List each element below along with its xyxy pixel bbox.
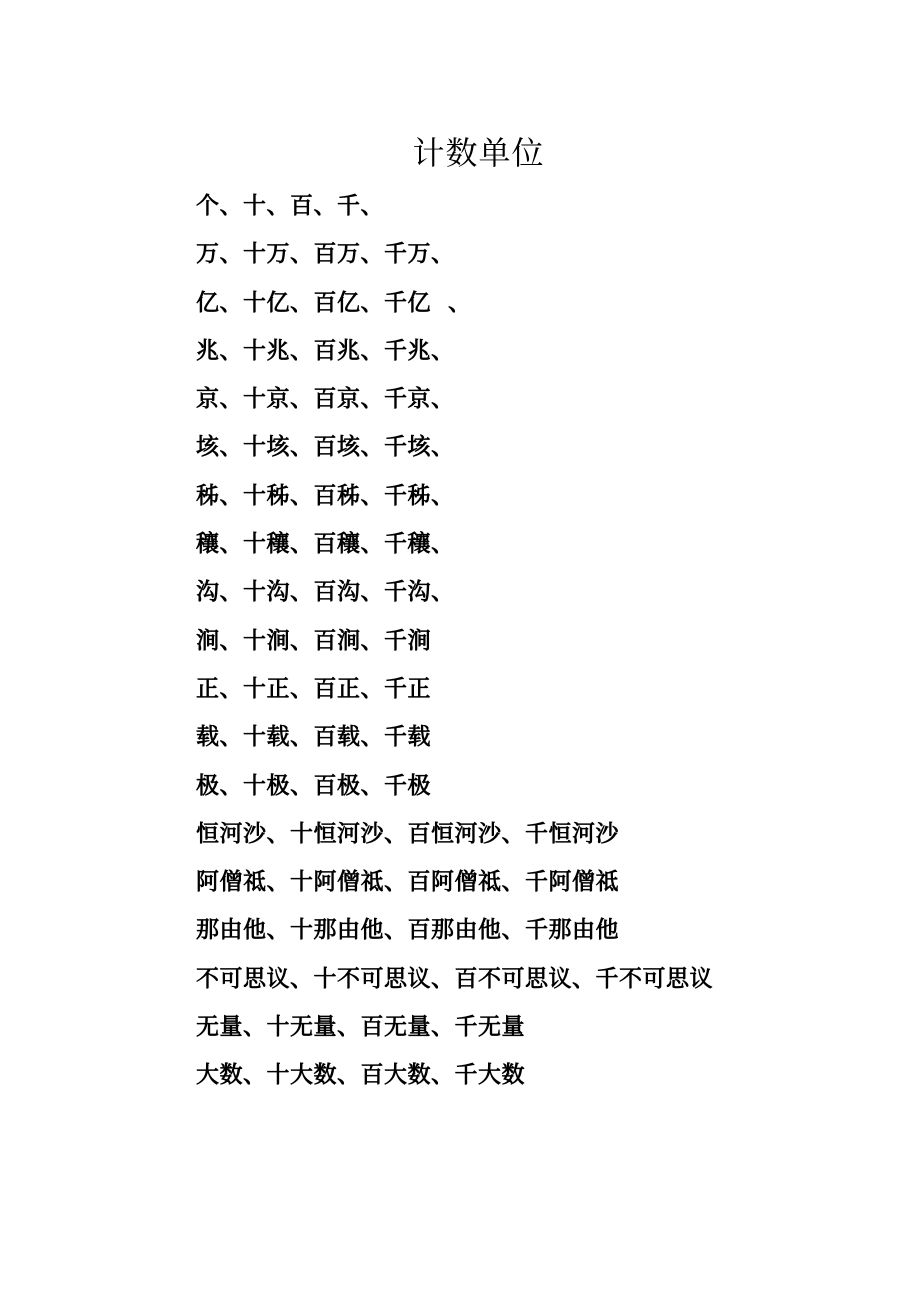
unit-row-3: 亿、十亿、百亿、千亿 、	[196, 289, 472, 316]
units-list	[196, 182, 896, 1100]
unit-row-16: 那由他、十那由他、百那由他、千那由他	[196, 917, 619, 944]
unit-row-17: 不可思议、十不可思议、百不可思议、千不可思议	[196, 965, 713, 992]
unit-row-18: 无量、十无量、百无量、千无量	[196, 1014, 525, 1041]
unit-row-2: 万、十万、百万、千万、	[196, 241, 455, 268]
page-title: 计数单位	[412, 134, 545, 172]
unit-row-9: 沟、十沟、百沟、千沟、	[196, 579, 455, 606]
unit-row-15: 阿僧祗、十阿僧祗、百阿僧祗、千阿僧祗	[196, 869, 619, 896]
unit-row-5: 京、十京、百京、千京、	[196, 386, 455, 413]
unit-row-11: 正、十正、百正、千正	[196, 675, 431, 702]
unit-row-1: 个、十、百、千、	[196, 193, 384, 219]
unit-row-13: 极、十极、百极、千极	[196, 772, 431, 799]
unit-row-8: 穰、十穰、百穰、千穰、	[196, 531, 455, 558]
unit-row-7: 秭、十秭、百秭、千秭、	[196, 482, 455, 509]
unit-row-14: 恒河沙、十恒河沙、百恒河沙、千恒河沙	[196, 820, 619, 847]
unit-row-12: 载、十载、百载、千载	[196, 724, 431, 751]
unit-row-4: 兆、十兆、百兆、千兆、	[196, 337, 455, 364]
unit-row-6: 垓、十垓、百垓、千垓、	[196, 434, 455, 461]
unit-row-19: 大数、十大数、百大数、千大数	[196, 1062, 525, 1089]
unit-row-10: 涧、十涧、百涧、千涧	[196, 627, 431, 654]
